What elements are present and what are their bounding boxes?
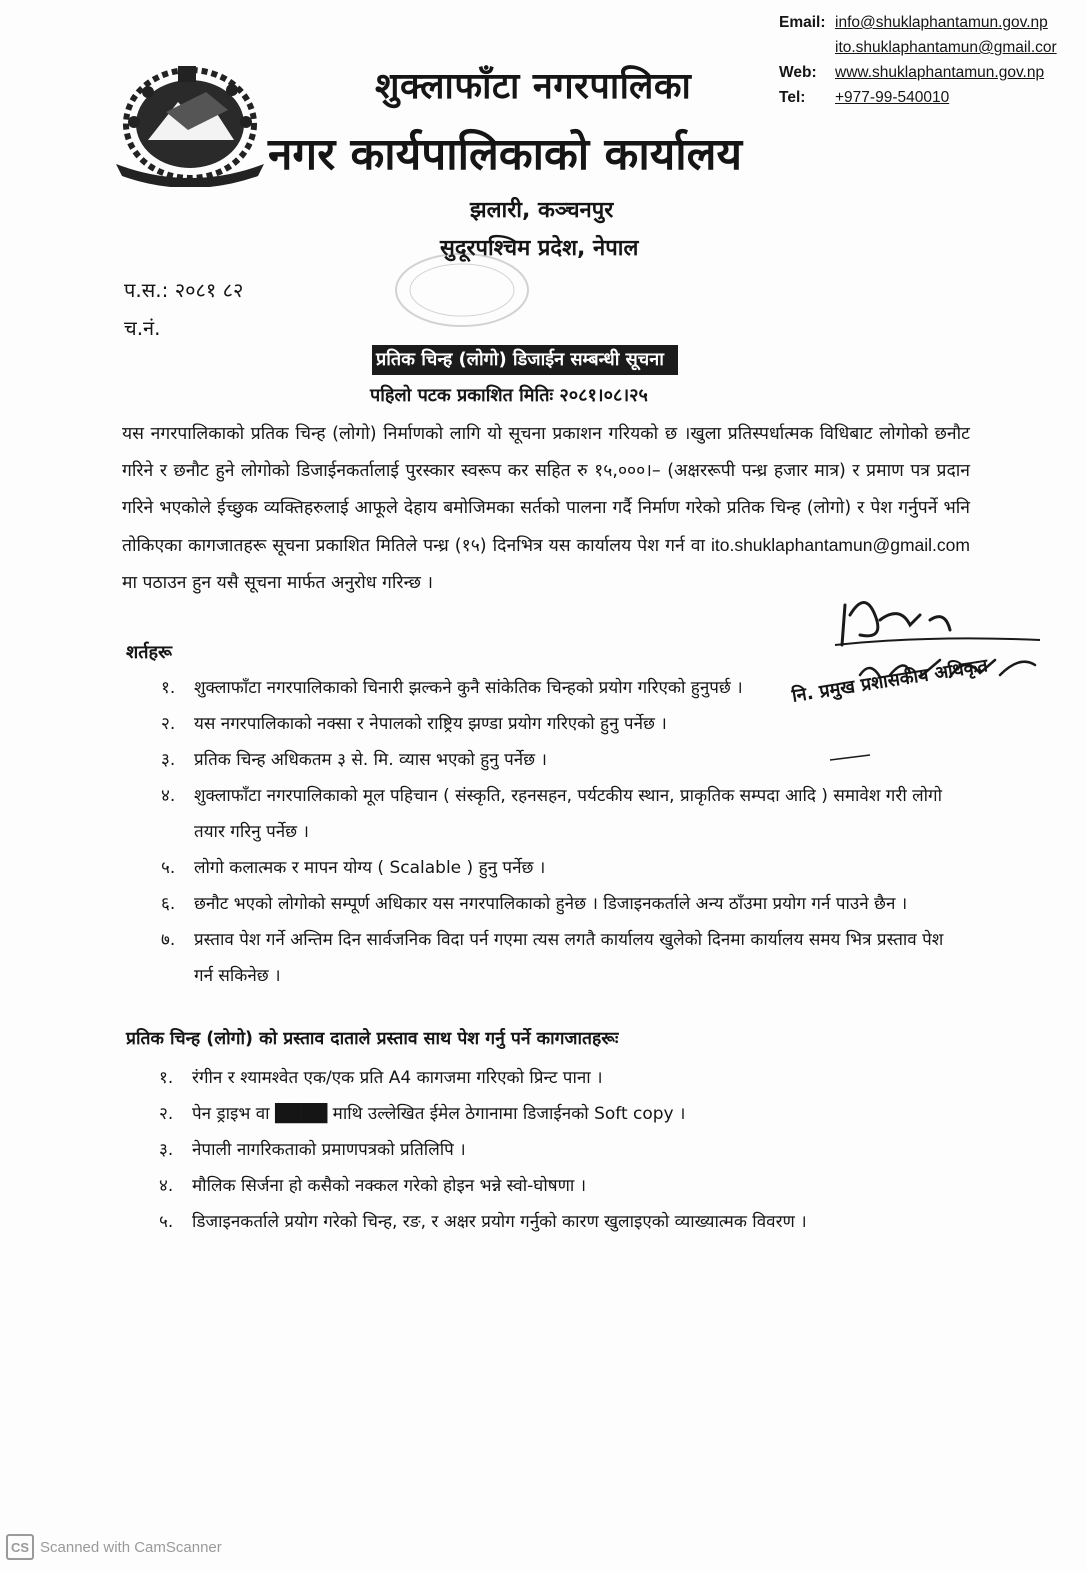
condition-number: ४.	[161, 786, 176, 806]
web-link[interactable]: www.shuklaphantamun.gov.np	[835, 64, 1045, 81]
condition-text: प्रस्ताव पेश गर्ने अन्तिम दिन सार्वजनिक विदा पर्न गएमा त्यस लगतै कार्यालय खुलेको दिनमा कार्यालय समय भित्र प्रस्ताव पेश गर्न सकिनेछ ।	[194, 930, 944, 986]
document-number: ५.	[159, 1212, 174, 1232]
condition-text: शुक्लाफाँटा नगरपालिकाको चिनारी झल्कने कुनै सांकेतिक चिन्हको प्रयोग गरिएको हुनुपर्छ ।	[194, 678, 743, 698]
letter-number: प.स.: २०८१ ८२	[124, 278, 244, 302]
office-name: शुक्लाफाँटा नगरपालिका	[375, 66, 692, 107]
document-item	[159, 1096, 962, 1132]
camscanner-logo-icon: CS	[6, 1534, 34, 1560]
tel-label: Tel:	[779, 89, 806, 106]
email-link-1[interactable]: info@shuklaphantamun.gov.np	[835, 14, 1048, 31]
tel-number: +977-99-540010	[835, 89, 950, 106]
dispatch-number: च.नं.	[124, 316, 161, 340]
condition-item	[161, 778, 954, 850]
document-text: रंगीन र श्यामश्वेत एक/एक प्रति A4 कागजमा गरिएको प्रिन्ट पाना ।	[192, 1068, 603, 1088]
signer-title: नि. प्रमुख प्रशासकीय अधिकृत	[790, 655, 990, 707]
condition-text: यस नगरपालिकाको नक्सा र नेपालको राष्ट्रिय झण्डा प्रयोग गरिएको हुनु पर्नेछ ।	[194, 714, 667, 734]
camscanner-text: Scanned with CamScanner	[40, 1538, 222, 1556]
address-line-1: झलारी, कञ्चनपुर	[470, 198, 614, 223]
condition-number: ६.	[161, 894, 176, 914]
condition-item	[161, 922, 954, 994]
office-stamp-mark	[392, 250, 532, 330]
address-line-2: सुदूरपश्चिम प्रदेश, नेपाल	[440, 236, 639, 261]
condition-item	[161, 886, 954, 922]
email-link-2[interactable]: ito.shuklaphantamun@gmail.cor	[835, 39, 1057, 56]
condition-text: प्रतिक चिन्ह अधिकतम ३ से. मि. व्यास भएको हुनु पर्नेछ ।	[194, 750, 547, 770]
web-label: Web:	[779, 64, 817, 81]
conditions-title: शर्तहरू	[126, 642, 173, 663]
notice-body-text: यस नगरपालिकाको प्रतिक चिन्ह (लोगो) निर्माणको लागि यो सूचना प्रकाशन गरियको छ ।खुला प्रतिस्पर्धात्मक विधिबाट लोगोको छनौट गरिने र छनौट हुने लोगोको डिजाईनकर्तालाई पुरस्कार स्वरूप कर सहित रु १५,०००।– (अक्षररूपी पन्ध्र हजार मात्र) र प्रमाण पत्र प्रदान गरिने भएकोले ईच्छुक व्यक्तिहरुलाई आफूले देहाय बमोजिमका सर्तको पालना गर्दै निर्माण गरेको प्रतिक चिन्ह (लोगो) र पेश गर्नुपर्ने भनि तोकिएका कागजातहरू सूचना प्रकाशित मितिले पन्ध्र (१५) दिनभित्र यस कार्यालय पेश गर्न वा	[122, 424, 970, 556]
document-number: ३.	[159, 1140, 174, 1160]
document-text: डिजाइनकर्ताले प्रयोग गरेको चिन्ह, रङ, र अक्षर प्रयोग गर्नुको कारण खुलाइएको व्याख्यात्मक विवरण ।	[192, 1212, 807, 1232]
camscanner-watermark	[6, 1534, 222, 1560]
email-label: Email:	[779, 14, 826, 31]
document-item	[159, 1132, 962, 1168]
condition-item	[161, 850, 954, 886]
document-item	[159, 1060, 962, 1096]
notice-body	[122, 416, 970, 602]
notice-body-end: मा पठाउन हुन यसै सूचना मार्फत अनुरोध गरिन्छ ।	[122, 573, 434, 593]
condition-text: लोगो कलात्मक र मापन योग्य ( Scalable ) हुनु पर्नेछ ।	[194, 858, 546, 878]
office-title: नगर कार्यपालिकाको कार्यालय	[268, 129, 742, 180]
document-text: पेन ड्राइभ वा ████ माथि उल्लेखित ईमेल ठेगानामा डिजाईनको Soft copy ।	[192, 1104, 686, 1124]
document-number: १.	[159, 1068, 174, 1088]
condition-number: ३.	[161, 750, 176, 770]
documents-title: प्रतिक चिन्ह (लोगो) को प्रस्ताव दाताले प्रस्ताव साथ पेश गर्नु पर्ने कागजातहरूः	[126, 1029, 619, 1049]
document-text: नेपाली नागरिकताको प्रमाणपत्रको प्रतिलिपि ।	[192, 1140, 466, 1160]
document-text: मौलिक सिर्जना हो कसैको नक्कल गरेको होइन भन्ने स्वो-घोषणा ।	[192, 1176, 587, 1196]
condition-text: शुक्लाफाँटा नगरपालिकाको मूल पहिचान ( संस्कृति, रहनसहन, पर्यटकीय स्थान, प्राकृतिक सम्पदा आदि ) समावेश गरी लोगो तयार गरिनु पर्नेछ ।	[194, 786, 943, 842]
document-item	[159, 1168, 962, 1204]
document-number: २.	[159, 1104, 174, 1124]
condition-number: ७.	[161, 930, 176, 950]
condition-text: छनौट भएको लोगोको सम्पूर्ण अधिकार यस नगरपालिकाको हुनेछ । डिजाइनकर्ताले अन्य ठाँउमा प्रयोग गर्न पाउने छैन ।	[194, 894, 908, 914]
notice-heading: प्रतिक चिन्ह (लोगो) डिजाईन सम्बन्धी सूचना	[372, 345, 678, 375]
condition-number: २.	[161, 714, 176, 734]
documents-list	[159, 1060, 962, 1240]
body-email[interactable]: ito.shuklaphantamun@gmail.com	[710, 535, 970, 555]
publication-date: पहिलो पटक प्रकाशित मितिः २०८१।०८।२५	[370, 385, 648, 406]
nepal-emblem-logo	[108, 52, 273, 187]
document-number: ४.	[159, 1176, 174, 1196]
document-item	[159, 1204, 962, 1240]
contact-block	[779, 10, 1057, 110]
condition-number: १.	[161, 678, 176, 698]
condition-number: ५.	[161, 858, 176, 878]
